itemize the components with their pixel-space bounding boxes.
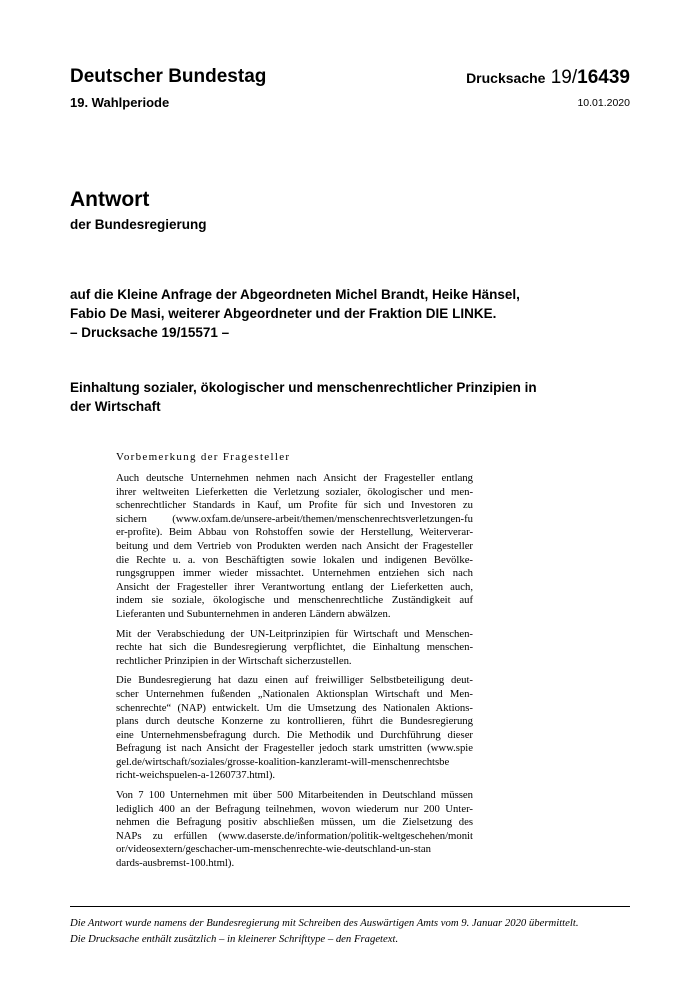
paragraph-line: Mit der Verabschiedung der UN-Leitprinzipien für Wirtschaft und Menschen-	[116, 627, 473, 640]
paragraph-line: scher Unternehmen fußenden „Nationalen Aktionsplan Wirtschaft und Men-	[116, 687, 473, 700]
paragraph	[116, 789, 473, 871]
paragraph-line: Befragung ist nach Ansicht der Fragesteller jedoch stark umstritten (www.spie	[116, 742, 473, 755]
paragraph-line: lediglich 400 an der Befragung teilnehmen, wovon wiederum nur 200 Unter-	[116, 802, 473, 815]
paragraph-line: beitung und dem Vertrieb von Produkten werden nach Ansicht der Fragesteller	[116, 539, 473, 552]
footer-line: Die Drucksache enthält zusätzlich – in kleinerer Schrifttype – den Fragetext.	[70, 933, 399, 945]
drucksache-number	[466, 67, 630, 89]
paragraph-line: plans durch deutsche Konzerne zu kontrollieren, führt die Bundesregierung	[116, 715, 473, 728]
paragraph-line: nehmen die Befragung positiv abschließen müssen, um die Zielsetzung des	[116, 816, 473, 829]
footer-note	[70, 915, 650, 947]
document-type-subtitle: der Bundesregierung	[70, 217, 207, 232]
paragraph-line: schenrechte“ (NAP) entwickelt. Um die Umsetzung des Nationalen Aktions-	[116, 701, 473, 714]
paragraph-line: er-profite). Beim Abbau von Rohstoffen sowie der Herstellung, Weiterverar-	[116, 526, 473, 539]
paragraph-line: Ansicht der Fragesteller ihrer Verantwortung entlang der Lieferketten auch,	[116, 580, 473, 593]
anfrage-reference	[70, 285, 570, 342]
preliminary-remark-heading: Vorbemerkung der Fragesteller	[116, 451, 291, 463]
paragraph-line: Von 7 100 Unternehmen mit über 500 Mitarbeitenden in Deutschland müssen	[116, 789, 473, 802]
paragraph-line: or/videosextern/geschacher-um-menschenrechte-wie-deutschland-un-stan	[116, 843, 431, 856]
anfrage-line: – Drucksache 19/15571 –	[70, 325, 230, 340]
wahlperiode: 19. Wahlperiode	[70, 95, 170, 110]
footer-line: Die Antwort wurde namens der Bundesregierung mit Schreiben des Auswärtigen Amts vom 9. Januar 2020 übermittelt.	[70, 917, 579, 929]
paragraph-line: eine Unternehmensbefragung durch. Die Methodik und Durchführung dieser	[116, 728, 473, 741]
drucksache-id: 16439	[577, 67, 630, 88]
paragraph	[116, 674, 473, 783]
paragraph-line: sichern (www.oxfam.de/unsere-arbeit/themen/menschenrechtsverletzungen-fu	[116, 512, 473, 525]
document-type-title: Antwort	[70, 188, 150, 211]
anfrage-line: auf die Kleine Anfrage der Abgeordneten Michel Brandt, Heike Hänsel,	[70, 287, 520, 302]
paragraph-line: ihrer weltweiten Lieferketten die Verletzung sozialer, ökologischer und men-	[116, 485, 473, 498]
drucksache-prefix: 19/	[550, 67, 578, 88]
paragraph-line: NAPs zu erfüllen (www.daserste.de/information/politik-weltgeschehen/monit	[116, 829, 473, 842]
paragraph-line: rechtlicher Prinzipien in der Wirtschaft sicherzustellen.	[116, 654, 352, 667]
preliminary-remark-body	[116, 472, 473, 877]
paragraph-line: gel.de/wirtschaft/soziales/grosse-koalition-kanzleramt-will-menschenrechtsbe	[116, 755, 450, 768]
subject-line: der Wirtschaft	[70, 399, 161, 414]
paragraph-line: Die Bundesregierung hat dazu einen auf freiwilliger Selbstbeteiligung deut-	[116, 674, 473, 687]
document-date: 10.01.2020	[577, 97, 630, 109]
paragraph-line: Lieferanten und Subunternehmen in anderen Ländern abwälzen.	[116, 607, 391, 620]
paragraph-line: Auch deutsche Unternehmen nehmen nach Ansicht der Fragesteller entlang	[116, 472, 473, 484]
footer-divider	[70, 906, 630, 907]
subject-title	[70, 378, 630, 416]
paragraph-line: schenrechtlicher Standards in Kauf, um Profite für sich und Investoren zu	[116, 499, 473, 512]
subject-line: Einhaltung sozialer, ökologischer und menschenrechtlicher Prinzipien in	[70, 380, 537, 395]
paragraph-line: indem sie soziale, ökologische und menschenrechtliche Zuständigkeit auf	[116, 594, 473, 607]
paragraph-line: rechte hat sich die Bundesregierung verpflichtet, die Einhaltung menschen-	[116, 641, 473, 654]
paragraph-line: rungsgruppen immer wieder missachtet. Unternehmen entziehen sich nach	[116, 567, 473, 580]
paragraph-line: dards-ausbremst-100.html).	[116, 857, 235, 870]
paragraph-line: die Rechte u. a. von Beschäftigten sowie lokalen und indigenen Bevölke-	[116, 553, 473, 566]
anfrage-line: Fabio De Masi, weiterer Abgeordneter und der Fraktion DIE LINKE.	[70, 306, 497, 321]
publisher-title: Deutscher Bundestag	[70, 66, 267, 87]
drucksache-label: Drucksache	[466, 70, 546, 86]
paragraph	[116, 472, 473, 622]
paragraph-line: richt-weichspuelen-a-1260737.html).	[116, 769, 276, 782]
paragraph	[116, 628, 473, 669]
